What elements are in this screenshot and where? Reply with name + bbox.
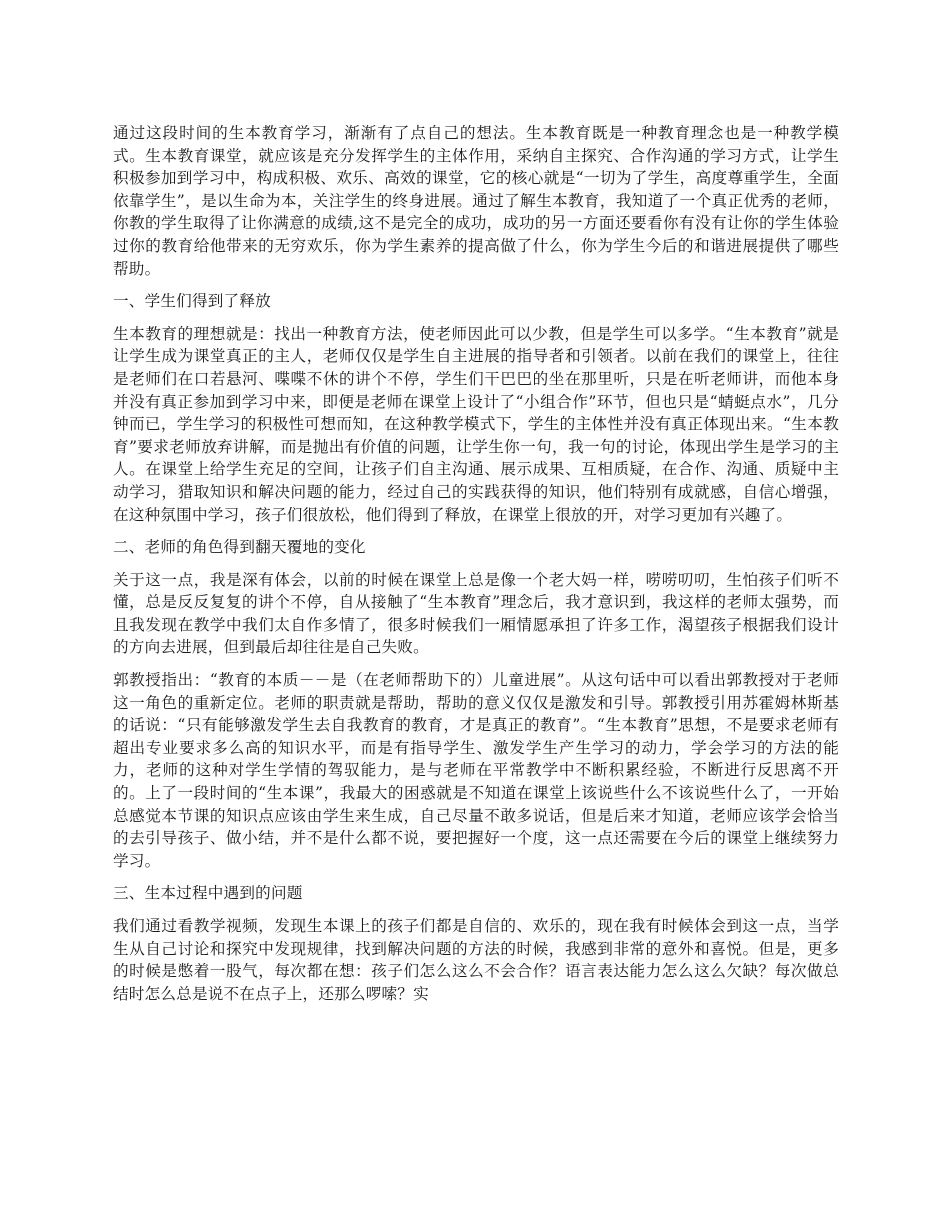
- section-1-paragraph: 生本教育的理想就是：找出一种教育方法，使老师因此可以少教，但是学生可以多学。“生本教育”就是让学生成为课堂真正的主人，老师仅仅是学生自主进展的指导者和引领者。以前在我们的课堂上，往往是老师们在口若悬河、喋喋不休的讲个不停，学生们干巴巴的坐在那里听，只是在听老师讲，而他本身并没有真正参加到学习中来，即便是老师在课堂上设计了“小组合作”环节，但也只是“蜻蜓点水”，几分钟而已，学生学习的积极性可想而知，在这种教学模式下，学生的主体性并没有真正体现出来。“生本教育”要求老师放弃讲解，而是抛出有价值的问题，让学生你一句，我一句的讨论，体现出学生是学习的主人。在课堂上给学生充足的空间，让孩子们自主沟通、展示成果、互相质疑，在合作、沟通、质疑中主动学习，猎取知识和解决问题的能力，经过自己的实践获得的知识，他们特别有成就感，自信心增强，在这种氛围中学习，孩子们很放松，他们得到了释放，在课堂上很放的开，对学习更加有兴趣了。: [113, 324, 839, 524]
- section-2-paragraph-2: 郭教授指出：“教育的本质－－是（在老师帮助下的）儿童进展”。从这句话中可以看出郭教授对于老师这一角色的重新定位。老师的职责就是帮助，帮助的意义仅仅是激发和引导。郭教授引用苏霍姆林斯基的话说：“只有能够激发学生去自我教育的教育，才是真正的教育”。“生本教育”思想，不是要求老师有超出专业要求多么高的知识水平，而是有指导学生、激发学生产生学习的动力，学会学习的方法的能力，老师的这种对学生学情的驾驭能力，是与老师在平常教学中不断积累经验，不断进行反思离不开的。上了一段时间的“生本课”，我最大的困惑就是不知道在课堂上该说些什么不该说些什么了，一开始总感觉本节课的知识点应该由学生来生成，自己尽量不敢多说话，但是后来才知道，老师应该学会恰当的去引导孩子、做小结，并不是什么都不说，要把握好一个度，这一点还需要在今后的课堂上继续努力学习。: [113, 671, 839, 870]
- intro-paragraph: 通过这段时间的生本教育学习，渐渐有了点自己的想法。生本教育既是一种教育理念也是一种教学模式。生本教育课堂，就应该是充分发挥学生的主体作用，采纳自主探究、合作沟通的学习方式，让学生积极参加到学习中，构成积极、欢乐、高效的课堂，它的核心就是“一切为了学生，高度尊重学生，全面依靠学生”，是以生命为本，关注学生的终身进展。通过了解生本教育，我知道了一个真正优秀的老师，你教的学生取得了让你满意的成绩,这不是完全的成功，成功的另一方面还要看你有没有让你的学生体验过你的教育给他带来的无穷欢乐，你为学生素养的提高做了什么，你为学生今后的和谐进展提供了哪些帮助。: [113, 124, 839, 278]
- section-3-heading: 三、生本过程中遇到的问题: [113, 884, 303, 903]
- document-page: [113, 122, 839, 1015]
- section-2-paragraph-1: 关于这一点，我是深有体会，以前的时候在课堂上总是像一个老大妈一样，唠唠叨叨，生怕孩子们听不懂，总是反反复复的讲个不停，自从接触了“生本教育”理念后，我才意识到，我这样的老师太强势，而且我发现在教学中我们太自作多情了，很多时候我们一厢情愿承担了许多工作，渴望孩子根据我们设计的方向去进展，但到最后却往往是自己失败。: [113, 570, 839, 657]
- section-1-heading: 一、学生们得到了释放: [113, 292, 271, 311]
- section-2-heading: 二、老师的角色得到翻天覆地的变化: [113, 538, 366, 557]
- section-3-paragraph: 我们通过看教学视频，发现生本课上的孩子们都是自信的、欢乐的，现在我有时候体会到这一点，当学生从自己讨论和探究中发现规律，找到解决问题的方法的时候，我感到非常的意外和喜悦。但是，更多的时候是憋着一股气，每次都在想：孩子们怎么这么不会合作？语言表达能力怎么这么欠缺？每次做总结时怎么总是说不在点子上，还那么啰嗦？实: [113, 917, 839, 1003]
